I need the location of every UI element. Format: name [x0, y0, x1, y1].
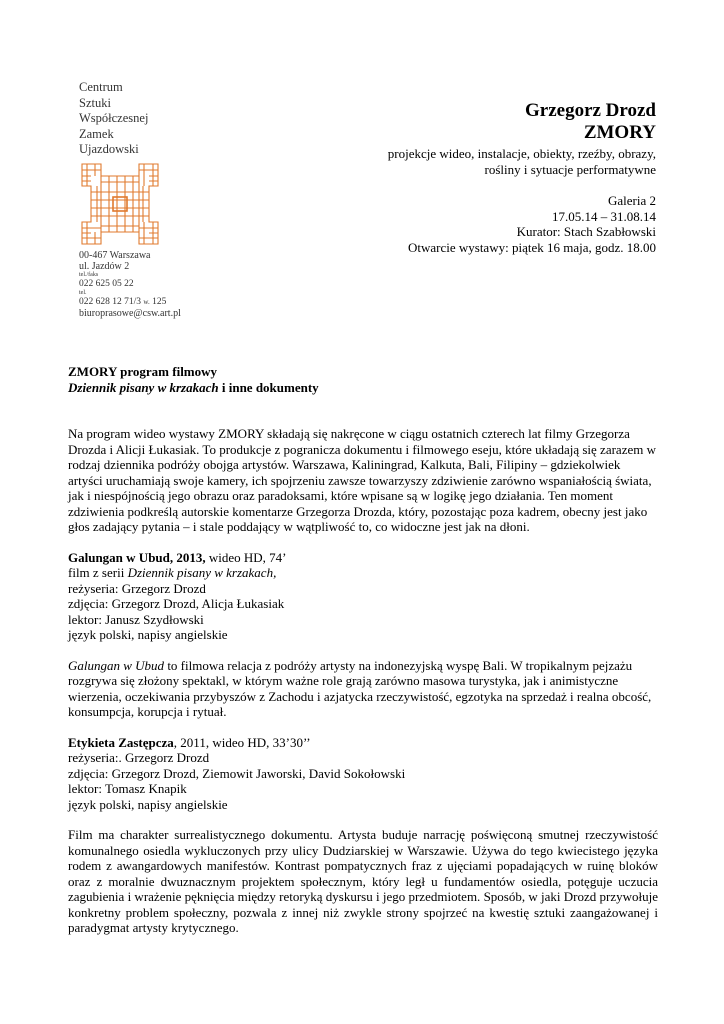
opening-info: Otwarcie wystawy: piątek 16 maja, godz. 18.00	[407, 239, 656, 255]
logo-line: Współczesnej	[79, 111, 149, 126]
artist-name: Grzegorz Drozd	[524, 100, 656, 121]
film-language: język polski, napisy angielskie	[68, 627, 228, 642]
film-reader: lektor: Janusz Szydłowski	[68, 611, 204, 627]
logo-line: Ujazdowski	[79, 142, 139, 157]
logo-line: Centrum	[79, 80, 123, 94]
logo-line: Sztuki	[79, 95, 111, 110]
film-title: Galungan w Ubud, 2013, wideo HD, 74’	[68, 549, 287, 565]
tel-ext-label: w.	[143, 298, 150, 306]
institution-name	[79, 80, 148, 158]
address-line: ul. Jazdów 2	[79, 261, 130, 272]
film-director: reżyseria: Grzegorz Drozd	[68, 580, 206, 596]
exhibition-header	[388, 100, 656, 255]
film-title: Etykieta Zastępcza, 2011, wideo HD, 33’30’’	[68, 734, 311, 750]
tel-number: 022 628 12 71/3	[79, 297, 142, 307]
curator: Kurator: Stach Szabłowski	[516, 224, 656, 239]
address-line: 00-467 Warszawa	[79, 250, 151, 261]
telfax-number: 022 625 05 22	[79, 279, 134, 289]
film-description: Film ma charakter surrealistycznego dokumentu. Artysta buduje narrację poświęconą smutnej rzeczywistość komunalnego osiedla wykluczonych przy ulicy Dudziarskiej w Warszawie. Używa do tego kwiecistego języka rodem z awangardowych manifestów. Kontrast pompatycznych fraz z ujęciami popadających w ruinę bloków oraz z moralnie dwuznacznym projektem społecznym, który legł u fundamentów osiedla, potęguje uczucia zagubienia i wrażenie pęknięcia między retoryką dyskursu i jego przedmiotem. Sposób, w jaki Drozd przywołuje konkretny problem społeczny, pozwala z innej niż zwykle strony spojrzeć na kwestię sztuki zaangażowanej i paradygmat artysty krytycznego.	[68, 827, 658, 935]
tel-ext: 125	[152, 297, 167, 307]
tel-label: tel.	[79, 290, 87, 296]
gallery-name: Galeria 2	[607, 193, 656, 208]
castle-plan-logo-icon	[79, 160, 161, 248]
address-block	[79, 250, 181, 319]
exhibition-title: ZMORY	[583, 122, 656, 143]
film-reader: lektor: Tomasz Knapik	[68, 781, 187, 796]
email-link[interactable]: biuroprasowe@csw.art.pl	[79, 308, 181, 319]
film-director: reżyseria:. Grzegorz Drozd	[68, 750, 210, 765]
program-heading: ZMORY program filmowy	[68, 364, 218, 379]
film-language: język polski, napisy angielskie	[68, 796, 228, 812]
exhibition-dates: 17.05.14 – 31.08.14	[552, 208, 656, 224]
main-content	[68, 364, 658, 936]
exhibition-subtitle: projekcje wideo, instalacje, obiekty, rzeźby, obrazy,	[387, 146, 656, 161]
telfax-label: tel./faks	[79, 272, 99, 278]
logo-line: Zamek	[79, 126, 114, 141]
tel-number-line	[79, 297, 181, 308]
film-camera: zdjęcia: Grzegorz Drozd, Ziemowit Jaworski, David Sokołowski	[68, 765, 406, 781]
film-series: film z serii Dziennik pisany w krzakach,	[68, 565, 277, 580]
program-subheading: Dziennik pisany w krzakach i inne dokumenty	[68, 379, 319, 395]
intro-paragraph: Na program wideo wystawy ZMORY składają się nakręcone w ciągu ostatnich czterech lat filmy Grzegorza Drozda i Alicji Łukasiak. To produkcje z pogranicza dokumentu i filmowego eseju, które układają się zarazem w rodzaj dziennika podróży obojga artystów. Warszawa, Kaliningrad, Kalkuta, Bali, Filipiny – gdziekolwiek artyści uruchamiają swoje kamery, ich spojrzeniu zawsze towarzyszy zdziwienie zarówno wspaniałością świata, jak i niespójnością jego obrazu oraz paradoksami, które wpisane są w logikę jego działania. Ten moment zdziwienia podkreślą autorskie komentarze Grzegorza Drozda, który, pozostając poza kadrem, obecny jest jako głos zadający pytania – i stale poddający w wątpliwość to, co widoczne jest jak na dłoni.	[68, 426, 656, 534]
film-camera: zdjęcia: Grzegorz Drozd, Alicja Łukasiak	[68, 596, 285, 611]
exhibition-subtitle: rośliny i sytuacje performatywne	[484, 161, 656, 177]
film-description: Galungan w Ubud to filmowa relacja z podróży artysty na indonezyjską wyspę Bali. W tropikalnym pejzażu rozgrywa się złożony spektakl, w którym ważne role grają zarówno masowa turystyka, jak i animistyczne wierzenia, oczekiwania przybyszów z Zachodu i azjatycka rzeczywistość, egzotyka na sprzedaż i realna obcość, konsumpcja, korupcja i rytuał.	[68, 657, 652, 719]
